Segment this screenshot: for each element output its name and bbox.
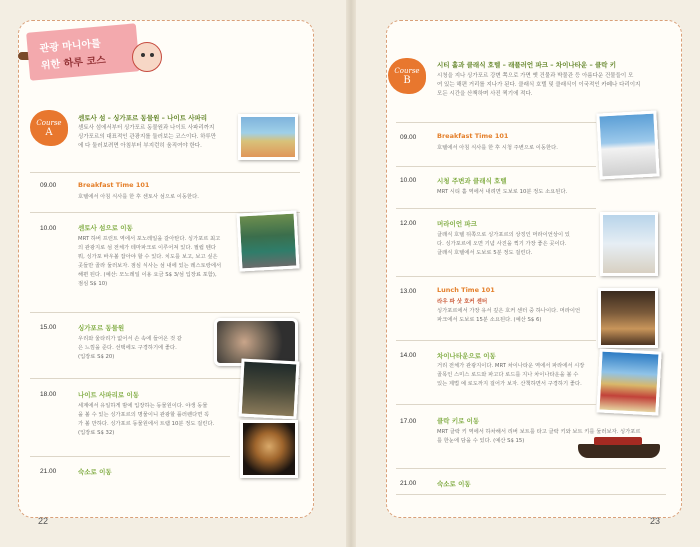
time-label: 13.00 bbox=[400, 288, 417, 295]
schedule-desc: 클래식 호텔 뒤쪽으로 싱가포르의 상징인 머라이언상이 있 다. 싱가포르에 오면 기념 사진을 찍기 가장 좋은 곳이다. 클래식 호텔에서 도보로 5분 정도 걸린다. bbox=[437, 232, 570, 256]
title-banner bbox=[26, 23, 140, 80]
course-b-route: 시티 홀과 클래식 호텔 – 래플러언 파크 – 차이나타운 – 클락 키 bbox=[437, 61, 617, 69]
divider bbox=[396, 404, 596, 405]
time-label: 09.00 bbox=[400, 134, 417, 141]
time-label: 10.00 bbox=[40, 225, 57, 232]
schedule-heading: 클락 키로 이동 bbox=[437, 417, 480, 425]
divider bbox=[396, 208, 596, 209]
time-label: 12.00 bbox=[400, 220, 417, 227]
time-label: 10.00 bbox=[400, 177, 417, 184]
book-gutter bbox=[346, 0, 356, 547]
time-label: 21.00 bbox=[400, 480, 417, 487]
chinatown-photo bbox=[596, 348, 661, 415]
city-hall-photo bbox=[596, 110, 659, 179]
divider bbox=[30, 456, 230, 457]
hawker-centre-photo bbox=[598, 288, 658, 348]
schedule-heading: Breakfast Time 101 bbox=[437, 132, 509, 140]
schedule-heading: 숙소로 이동 bbox=[78, 468, 112, 476]
schedule-subheading: 라우 파 삿 호커 센터 bbox=[437, 299, 488, 305]
time-label: 14.00 bbox=[400, 352, 417, 359]
title-line-1: 관광 마니아를 bbox=[39, 38, 102, 55]
schedule-desc: 거리 전체가 관광지이다. MRT 차이나타운 역에서 파라에서 시장 골목인 스미스 로드와 파고다 로드를 지나 차이나타운을 볼 수 있는 제법 예 로도까지 걸어가 보자. 산책하면서 구경하기 좋다. bbox=[437, 363, 585, 387]
divider bbox=[396, 276, 596, 277]
time-label: 15.00 bbox=[40, 324, 57, 331]
schedule-heading: Lunch Time 101 bbox=[437, 286, 495, 294]
divider bbox=[30, 172, 300, 173]
mascot-illustration bbox=[132, 42, 162, 72]
schedule-heading: 숙소로 이동 bbox=[437, 480, 471, 488]
schedule-desc: 호텔에서 아침 식사를 한 후 센토사 섬으로 이동한다. bbox=[78, 194, 199, 200]
schedule-desc: MRT 클락 키 역에서 하차해서 리버 보트를 타고 클락 키와 보트 키를 둘러보자. 싱가포르 를 한눈에 담을 수 있다. (예산 S$ 15) bbox=[437, 429, 641, 444]
night-tram-photo bbox=[239, 359, 300, 420]
divider bbox=[396, 340, 596, 341]
schedule-desc: MRT 시티 홀 역에서 내려면 도보로 10분 정도 소요된다. bbox=[437, 189, 568, 195]
river-boat-illustration bbox=[578, 444, 660, 458]
time-label: 09.00 bbox=[40, 182, 57, 189]
course-b-badge: Course B bbox=[388, 58, 426, 94]
schedule-heading: 머라이언 파크 bbox=[437, 220, 477, 228]
schedule-desc: MRT 하버 프런트 역에서 포노레일을 갈아탄다. 싱가포르 최고 의 관광지로 섬 전체가 테마파크로 이루어져 있다. 필립 텐다 뭐, 싱가포 바우볼 잡아야 할 수 있다. 치도를 보고, 보고 싶은 곳들만 골라 둘러보자. 점심 식사는 섬 내에 있는 레스토랑에서 해편 된다. (예산: 모노레일 이용 요금 S$ 3/섬 입장료 포함), 점심 S$ 10) bbox=[78, 236, 222, 287]
schedule-desc: 우리와 울타리가 없어서 손 속에 들어온 것 같 은 느낌을 준다. 선택에도 구경하기에 좋다. (입장료 S$ 20) bbox=[78, 336, 182, 360]
title-line-2: 위한 하루 코스 bbox=[40, 55, 107, 72]
time-label: 17.00 bbox=[400, 418, 417, 425]
course-b-intro: 시청을 지나 싱가포르 강변 쪽으로 가면 옛 건물과 박물관 등 아름다운 건물들이 모 여 있는 해편 거리를 지나가 된다. 클래식 호텔 및 클래식이 이국적인 카페나 다리이지 모든 시간을 산책하며 사진 찍기에 적다. bbox=[437, 73, 641, 97]
schedule-heading: 시청 주변과 클래식 호텔 bbox=[437, 177, 507, 185]
merlion-photo bbox=[600, 212, 658, 276]
schedule-desc: 싱가포르에서 가장 유서 깊은 호커 센터 중 하나이다. 머라이언 파크에서 도보로 15분 소요된다. (예산 S$ 6) bbox=[437, 308, 581, 323]
divider bbox=[30, 312, 300, 313]
schedule-heading: 나이트 사파리로 이동 bbox=[78, 391, 140, 399]
course-a-badge: Course A bbox=[30, 110, 68, 146]
schedule-heading: 싱가포르 동물원 bbox=[78, 324, 125, 332]
course-a-intro: 센토사 섬에서부터 싱가포르 동물원과 나이트 사파리까지 싱가포르의 대표적인 관광지를 둘러보는 코스이다. 하루만 에 다 둘러보려면 아침부터 부지런히 움직여야 한다. bbox=[78, 125, 217, 149]
divider bbox=[396, 468, 666, 469]
sentosa-photo bbox=[238, 114, 298, 160]
time-label: 21.00 bbox=[40, 468, 57, 475]
course-a-route: 센토사 섬 – 싱가포르 동물원 – 나이트 사파리 bbox=[78, 114, 208, 122]
monorail-photo bbox=[237, 210, 300, 271]
schedule-heading: 센토사 섬으로 이동 bbox=[78, 224, 133, 232]
time-label: 18.00 bbox=[40, 391, 57, 398]
schedule-desc: 세계에서 유일하게 밤에 입장하는 동물원이다. 야생 동물 을 볼 수 있는 싱가포르의 명물이니 관광할 플러렌다면 꼭 가 볼 만하다. 싱가포르 동물원에서 트램 10분 정도 걸린다. (입장료 S$ 32) bbox=[78, 403, 215, 436]
schedule-heading: 차이나타운으로 이동 bbox=[437, 352, 496, 360]
divider bbox=[396, 494, 666, 495]
page-number-left: 22 bbox=[38, 516, 49, 526]
divider bbox=[396, 166, 596, 167]
page-number-right: 23 bbox=[650, 516, 661, 526]
schedule-heading: Breakfast Time 101 bbox=[78, 181, 150, 189]
schedule-desc: 호텔에서 아침 식사를 한 후 시청 주변으로 이동한다. bbox=[437, 145, 558, 151]
flying-squirrel-photo bbox=[240, 420, 298, 478]
divider bbox=[396, 122, 596, 123]
